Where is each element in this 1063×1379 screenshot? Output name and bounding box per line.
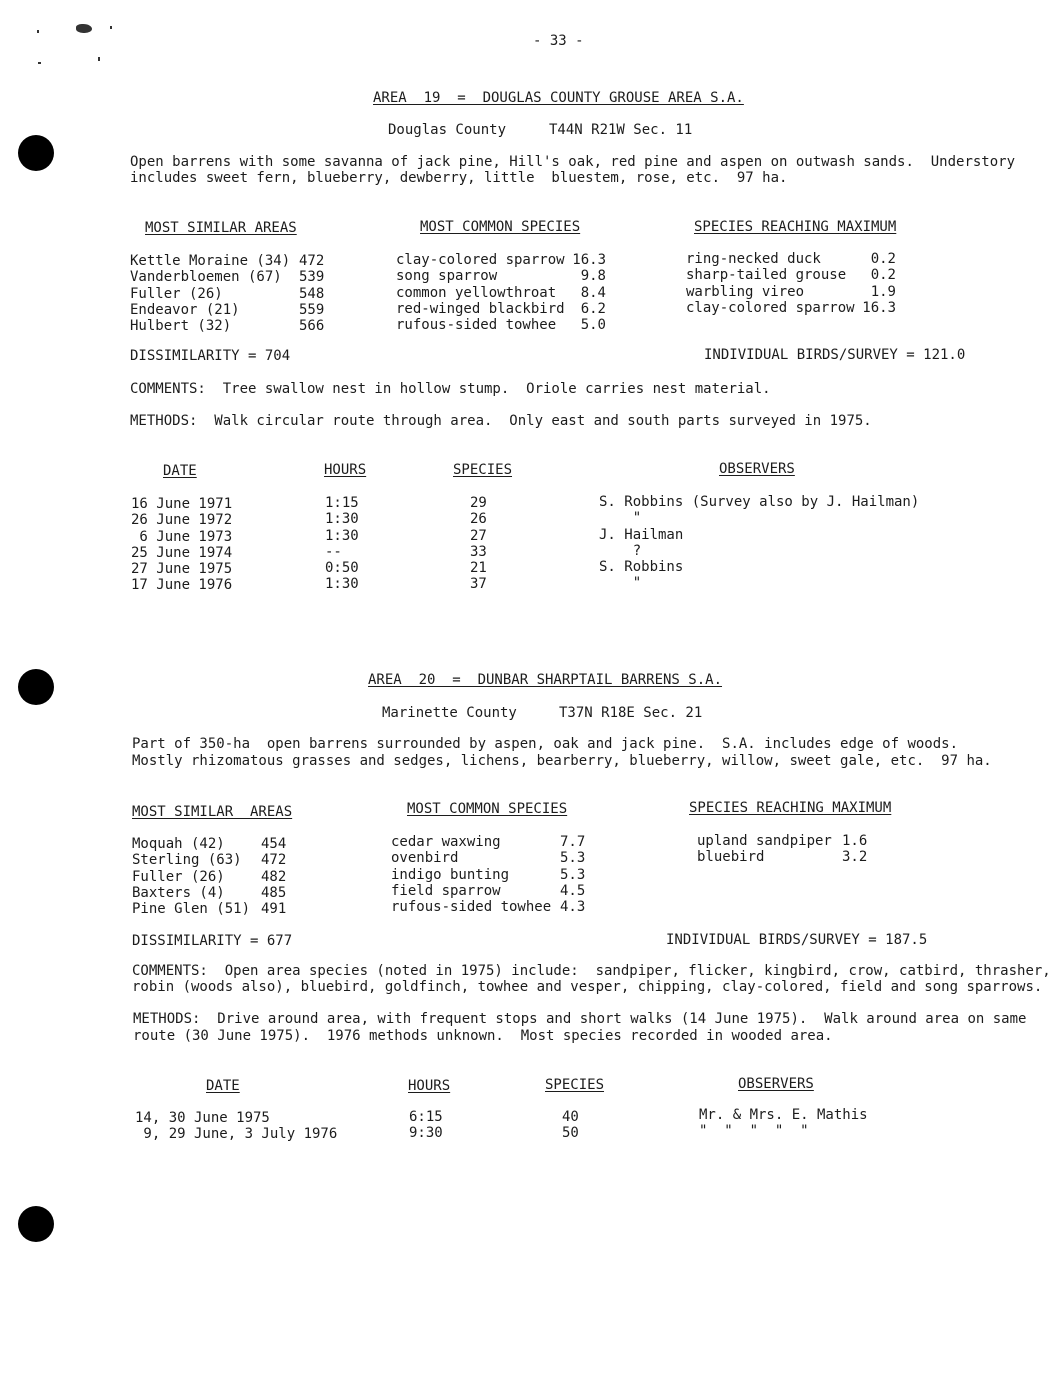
area-20-common-names [391,834,551,915]
area-19-species-header: SPECIES [453,462,513,478]
area-20-description-line-1: Part of 350-ha open barrens surrounded by aspen, oak and jack pine. S.A. includes edge of woods. [132,736,959,752]
survey-species-count: 40 [562,1109,579,1125]
area-20-comments: COMMENTS: Open area species (noted in 1975) include: sandpiper, flicker, kingbird, crow, catbird, thrasher, robin (woods also), bluebird, goldfinch, towhee and vesper, chipping, clay-colored, field and song sparrows. [132,963,1051,996]
survey-hours: -- [325,543,342,560]
area-20-description-line-2: Mostly rhizomatous grasses and sedges, lichens, bearberry, blueberry, willow, sweet gale, etc. 97 ha. [132,753,992,769]
survey-observer: " [599,575,642,592]
area-20-survey-observers [699,1107,868,1140]
similar-area-name: Fuller (26) [132,868,225,885]
area-19-dissimilarity: DISSIMILARITY = 704 [130,348,291,364]
similar-area-name: Sterling (63) [132,852,242,869]
speck [110,26,112,29]
common-species-value: 5.3 [560,866,586,883]
maximum-species-name: bluebird [697,849,765,866]
area-19-comments: COMMENTS: Tree swallow nest in hollow stump. Oriole carries nest material. [130,381,771,397]
area-19-methods: METHODS: Walk circular route through area. Only east and south parts surveyed in 1975. [130,413,872,429]
common-species-name: ovenbird [391,850,459,867]
area-20-dissimilarity: DISSIMILARITY = 677 [132,933,293,949]
area-19-description-line-2: includes sweet fern, blueberry, dewberry, little bluestem, rose, etc. 97 ha. [130,170,788,186]
area-20-birds-per-survey: INDIVIDUAL BIRDS/SURVEY = 187.5 [666,932,928,948]
survey-hours: 1:15 [325,495,359,511]
survey-species-count: 26 [470,511,487,528]
maximum-species-name: ring-necked duck [686,251,821,267]
similar-area-name: Endeavor (21) [130,301,240,318]
survey-species-count: 50 [562,1125,579,1142]
survey-species-count: 33 [470,543,487,560]
survey-hours: 1:30 [325,576,359,593]
similar-area-name: Moquah (42) [132,836,225,852]
maximum-species-value: 3.2 [842,849,868,866]
common-species-value: 7.7 [560,834,586,850]
survey-observer: J. Hailman [599,526,684,543]
area-19-survey-species [470,495,487,593]
maximum-species-value: 0.2 [870,251,896,267]
area-19-common-heading: MOST COMMON SPECIES [420,219,581,235]
common-species-name: rufous-sided towhee [396,317,557,334]
survey-date: 6 June 1973 [131,528,233,545]
area-20-species-header: SPECIES [545,1077,605,1093]
survey-observer: " " " " " [699,1123,809,1140]
maximum-species-name: clay-colored sparrow [686,299,855,316]
survey-date: 14, 30 June 1975 [135,1110,270,1126]
area-20-county: Marinette County [382,705,517,721]
similar-area-value: 472 [261,852,287,869]
area-20-similar-heading: MOST SIMILAR AREAS [132,804,293,820]
area-20-survey-dates [135,1110,337,1143]
survey-hours: 9:30 [409,1125,443,1142]
survey-date: 17 June 1976 [131,577,233,594]
common-species-value: 8.4 [580,284,606,301]
maximum-species-name: upland sandpiper [697,833,832,849]
similar-area-name: Baxters (4) [132,884,225,901]
area-20-location: T37N R18E Sec. 21 [559,705,703,721]
area-19-similar-names [130,253,290,334]
area-19-maximum-names [686,251,855,316]
maximum-species-name: warbling vireo [686,283,805,300]
speck [98,57,100,61]
survey-hours: 6:15 [409,1109,443,1125]
similar-area-name: Vanderbloemen (67) [130,269,282,286]
maximum-species-value: 16.3 [862,299,896,316]
survey-observer: ? [599,542,642,559]
area-19-hours-header: HOURS [324,462,367,478]
punch-hole-top [18,135,54,171]
common-species-value: 5.3 [560,850,586,867]
survey-hours: 1:30 [325,527,359,544]
survey-hours: 0:50 [325,560,359,577]
survey-species-count: 29 [470,495,487,511]
survey-species-count: 27 [470,527,487,544]
area-19-survey-observers [599,494,919,592]
area-19-maximum-values [855,251,896,316]
survey-date: 25 June 1974 [131,544,233,561]
survey-observer: S. Robbins (Survey also by J. Hailman) [599,494,920,510]
common-species-name: cedar waxwing [391,834,501,850]
area-20-date-header: DATE [206,1078,240,1094]
area-19-location: T44N R21W Sec. 11 [549,122,693,138]
area-20-methods-line-1: METHODS: Drive around area, with frequent stops and short walks (14 June 1975). Walk around area on same [133,1011,1027,1027]
area-20-maximum-names [697,833,832,866]
common-species-name: red-winged blackbird [396,300,565,317]
area-19-similar-heading: MOST SIMILAR AREAS [145,220,297,236]
area-19-common-names [396,252,565,333]
maximum-species-value: 0.2 [870,267,896,284]
area-19-county: Douglas County [388,122,507,138]
area-20-observers-header: OBSERVERS [738,1076,814,1092]
area-19-survey-dates [131,496,232,594]
maximum-species-name: sharp-tailed grouse [686,267,847,284]
similar-area-value: 472 [299,253,325,269]
survey-species-count: 37 [470,576,487,593]
survey-date: 9, 29 June, 3 July 1976 [135,1126,338,1143]
similar-area-value: 548 [299,285,325,302]
maximum-species-value: 1.6 [842,833,868,849]
similar-area-name: Pine Glen (51) [132,901,251,918]
area-19-observers-header: OBSERVERS [719,461,795,477]
similar-area-value: 454 [261,836,287,852]
similar-area-name: Hulbert (32) [130,318,232,335]
survey-observer: S. Robbins [599,559,684,576]
area-19-date-header: DATE [163,463,197,479]
similar-area-value: 491 [261,901,287,918]
survey-observer: Mr. & Mrs. E. Mathis [699,1107,868,1123]
area-20-title: AREA 20 = DUNBAR SHARPTAIL BARRENS S.A. [368,672,723,688]
punch-hole-bottom [18,1206,54,1242]
similar-area-value: 566 [299,318,325,335]
area-20-maximum-values [842,833,867,866]
common-species-name: rufous-sided towhee [391,899,552,916]
common-species-value: 16.3 [572,252,606,268]
speck [37,30,39,33]
common-species-name: common yellowthroat [396,284,557,301]
area-19-maximum-heading: SPECIES REACHING MAXIMUM [694,219,897,235]
area-19-birds-per-survey: INDIVIDUAL BIRDS/SURVEY = 121.0 [704,347,966,363]
common-species-value: 4.5 [560,882,586,899]
survey-date: 27 June 1975 [131,561,233,578]
area-20-similar-values [261,836,286,917]
common-species-name: song sparrow [396,268,498,285]
survey-observer: " [599,510,642,527]
page-number: - 33 - [533,33,584,49]
punch-hole-middle [18,669,54,705]
common-species-name: clay-colored sparrow [396,252,565,268]
area-20-survey-species [562,1109,579,1142]
area-20-maximum-heading: SPECIES REACHING MAXIMUM [689,800,892,816]
ink-blot [76,24,92,33]
similar-area-value: 485 [261,884,287,901]
similar-area-name: Fuller (26) [130,285,223,302]
common-species-value: 9.8 [580,268,606,285]
area-19-survey-hours [325,495,359,593]
similar-area-value: 559 [299,301,325,318]
area-20-hours-header: HOURS [408,1078,451,1094]
survey-date: 26 June 1972 [131,512,233,529]
survey-date: 16 June 1971 [131,496,233,512]
area-20-similar-names [132,836,250,917]
area-19-common-values [565,252,606,333]
area-20-methods-line-2: route (30 June 1975). 1976 methods unknown. Most species recorded in wooded area. [133,1028,833,1044]
maximum-species-value: 1.9 [870,283,896,300]
common-species-value: 5.0 [580,317,606,334]
common-species-value: 4.3 [560,899,586,916]
area-20-survey-hours [409,1109,443,1142]
common-species-name: indigo bunting [391,866,510,883]
similar-area-name: Kettle Moraine (34) [130,253,291,269]
area-20-common-values [560,834,585,915]
area-19-title: AREA 19 = DOUGLAS COUNTY GROUSE AREA S.A. [373,90,744,106]
similar-area-value: 482 [261,868,287,885]
area-20-common-heading: MOST COMMON SPECIES [407,801,568,817]
similar-area-value: 539 [299,269,325,286]
survey-hours: 1:30 [325,511,359,528]
area-19-description-line-1: Open barrens with some savanna of jack pine, Hill's oak, red pine and aspen on outwash sands. Understory [130,154,1016,170]
common-species-value: 6.2 [580,300,606,317]
survey-species-count: 21 [470,560,487,577]
speck [38,62,41,64]
common-species-name: field sparrow [391,882,501,899]
area-19-similar-values [299,253,324,334]
